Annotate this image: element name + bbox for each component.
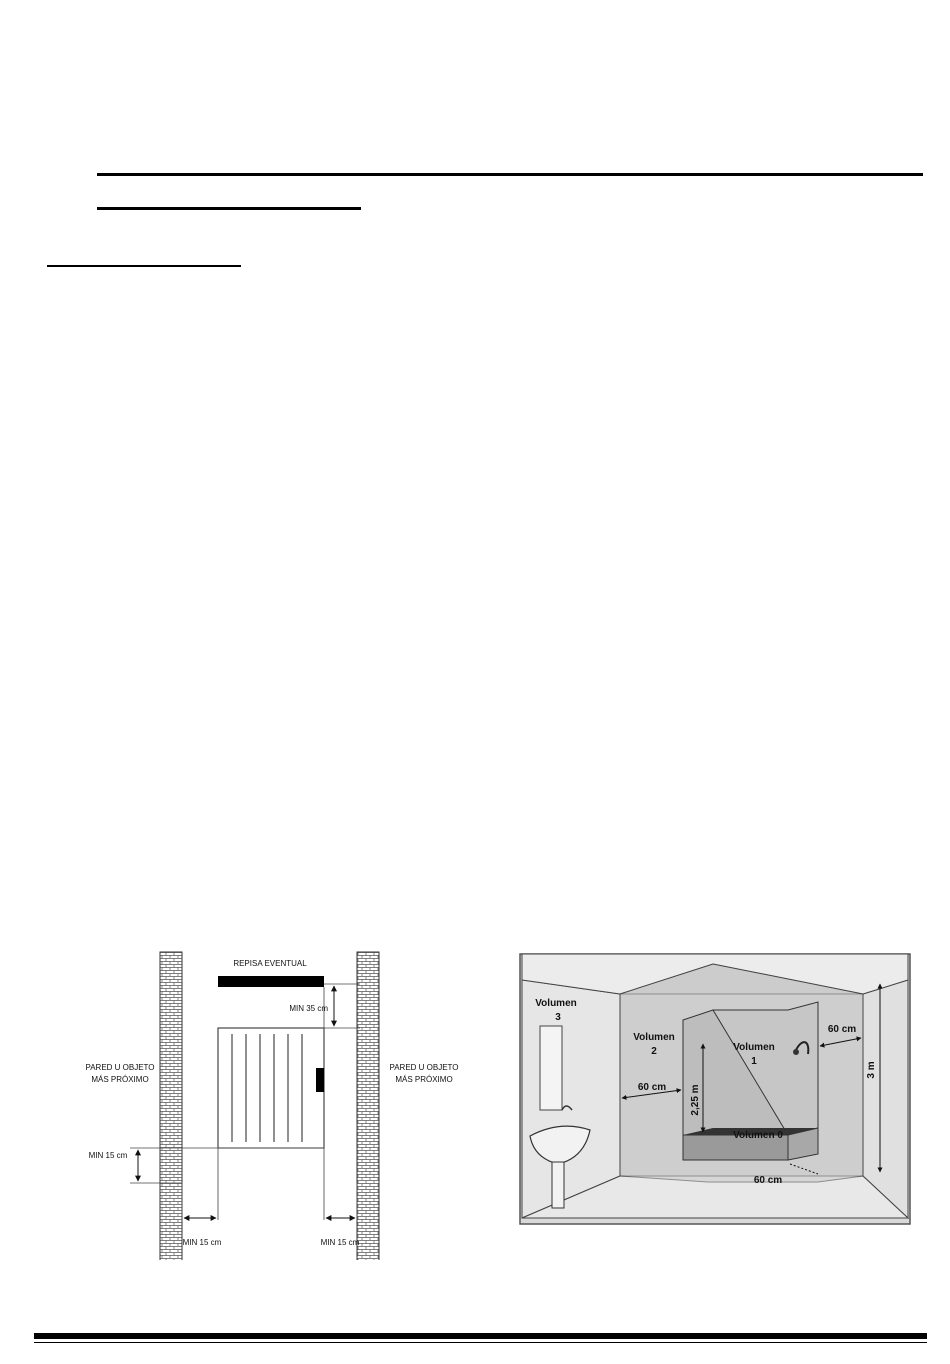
wall-label-left-2: MÁS PRÓXIMO [91,1075,149,1084]
volume-3-label-2: 3 [555,1012,561,1023]
dim-side-left-label: MIN 15 cm [182,1238,222,1247]
dim-3m-label: 3 m [866,1061,877,1079]
mirror [540,1026,562,1110]
installation-distance-diagram [60,940,460,1260]
wall-label-left-1: PARED U OBJETO [85,1063,155,1072]
volume-1-label-2: 1 [751,1056,757,1067]
dim-60-bottom-label: 60 cm [753,1175,783,1186]
left-wall [160,952,182,1260]
right-wall [357,952,379,1260]
volume-2-label-1: Volumen [633,1032,675,1043]
dim-60-top-label: 60 cm [827,1024,857,1035]
bathroom-volumes-diagram [518,950,914,1228]
dim-side-right-label: MIN 15 cm [320,1238,360,1247]
volume-0-label: Volumen 0 [733,1130,783,1141]
shelf-label: REPISA EVENTUAL [233,959,307,968]
section-heading-underline [47,265,241,267]
footer-rule-thin [34,1342,927,1343]
dim-top-label: MIN 35 cm [289,1004,328,1013]
dim-225-label: 2,25 m [690,1084,701,1116]
header-rule-long [97,173,923,176]
radiator [218,1028,324,1148]
dim-60-left-label: 60 cm [637,1082,667,1093]
dim-floor-label: MIN 15 cm [88,1151,128,1160]
shelf [218,976,324,987]
volume-1-label-1: Volumen [733,1042,775,1053]
footer-rule-thick [34,1333,927,1339]
wall-label-right-1: PARED U OBJETO [389,1063,459,1072]
wall-label-right-2: MÁS PRÓXIMO [395,1075,453,1084]
volume-3-label-1: Volumen [535,998,577,1009]
header-rule-short [97,207,361,210]
volume-2-label-2: 2 [651,1046,657,1057]
